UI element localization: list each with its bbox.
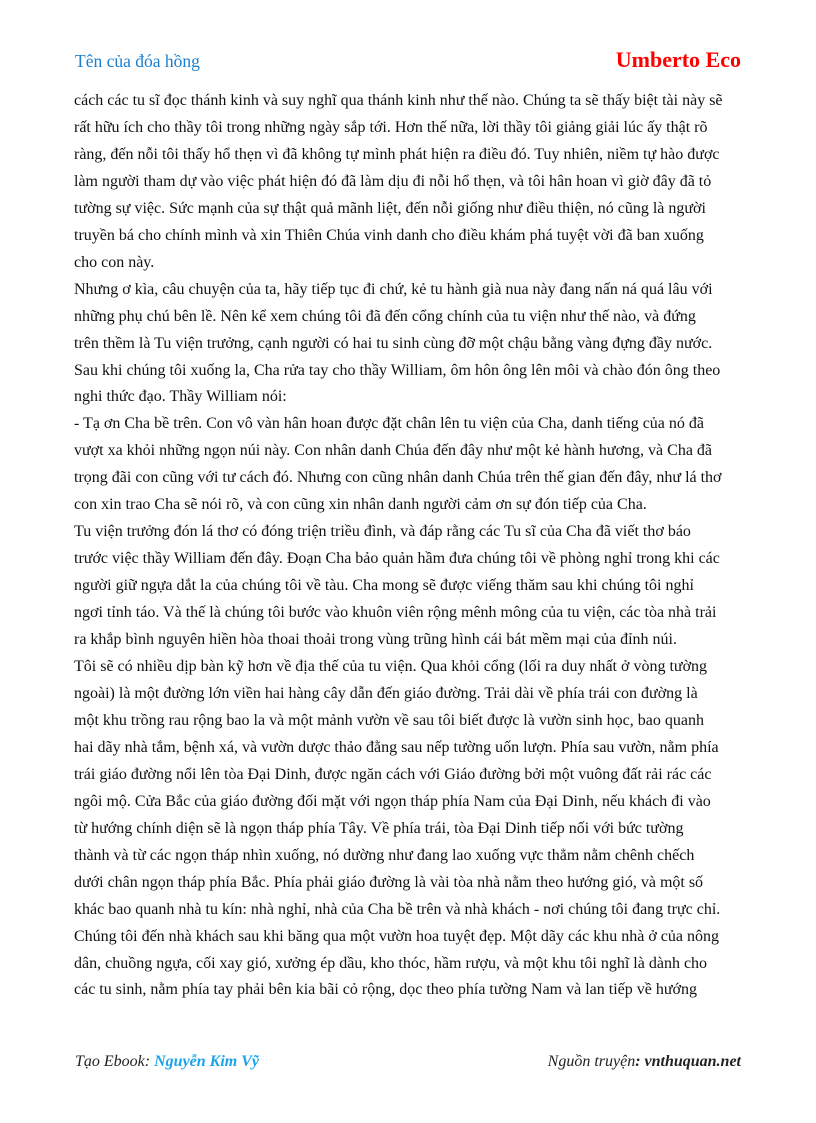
text-line: trên thềm là Tu viện trưởng, cạnh người có hai tu sinh cùng đỡ một chậu bằng vàng đựng đầy nước. [74,334,713,352]
text-line: Chúng tôi đến nhà khách sau khi băng qua một vườn hoa tuyệt đẹp. Một dãy các khu nhà ở của nông [74,927,720,945]
text-line: Tôi sẽ có nhiều dịp bàn kỹ hơn về địa thế của tu viện. Qua khỏi cổng (lối ra duy nhất ở vòng tường [74,658,708,676]
text-line: ngơi tỉnh táo. Và thế là chúng tôi bước vào khuôn viên rộng mênh mông của tu viện, các tòa nhà trải [74,604,717,622]
text-line: người giữ ngựa dắt la của chúng tôi về tàu. Cha mong sẽ được viếng thăm sau khi chúng tôi nghỉ [74,577,694,595]
text-line: - Tạ ơn Cha bề trên. Con vô vàn hân hoan được đặt chân lên tu viện của Cha, danh tiếng của nó đã [74,415,704,433]
source-label: Nguồn truyện [547,1053,636,1070]
text-line: ngoài) là một đường lớn viền hai hàng cây dẫn đến giáo đường. Trải dài về phía trái con đường là [74,684,698,702]
paragraph [74,519,754,654]
text-line: những phụ chú bên lề. Nên kể xem chúng tôi đã đến cổng chính của tu viện như thế nào, và đứng [74,307,696,325]
ebook-credit [75,1053,259,1071]
source-site: vnthuquan.net [644,1053,741,1070]
text-line: tường sự việc. Sức mạnh của sự thật quả mãnh liệt, đến nỗi giống như điều thiện, nó cũng là người [74,199,706,217]
text-line: rất hữu ích cho thầy tôi trong những ngày sắp tới. Hơn thế nữa, lời thầy tôi giảng giải lúc ấy thật rõ [74,118,708,136]
ebook-creator: Nguyễn Kim Vỹ [154,1053,259,1070]
text-line: nghi thức đạo. Thầy William nói: [74,388,287,406]
source-separator: : [635,1053,645,1070]
text-line: làm người tham dự vào việc phát hiện đó đã làm dịu đi nỗi hổ thẹn, và tôi hân hoan vì giờ đây đã tỏ [74,172,712,190]
text-line: trước việc thầy William đến đây. Đoạn Cha bảo quản hầm đưa chúng tôi về phòng nghỉ trong khi các [74,550,720,568]
text-line: khác bao quanh nhà tu kín: nhà nghỉ, nhà của Cha bề trên và nhà khách - nơi chúng tôi đang trực chỉ. [74,900,721,918]
paragraph [74,277,754,412]
text-line: vượt xa khỏi những ngọn núi này. Con nhân danh Chúa đến đây như một kẻ hành hương, và Cha đã [74,442,713,460]
page-body [74,88,754,1004]
source-credit [548,1053,741,1071]
text-line: cho con này. [74,253,155,271]
paragraph [74,88,754,277]
text-line: trái giáo đường nổi lên tòa Đại Dinh, được ngăn cách với Giáo đường bởi một vuông đất rải rác các [74,765,712,783]
paragraph [74,411,754,519]
text-line: trọng đãi con cũng với tư cách đó. Nhưng con cũng nhân danh Chúa trên thế gian đến đây, như lá thơ [74,469,722,487]
text-line: Nhưng ơ kìa, câu chuyện của ta, hãy tiếp tục đi chứ, kẻ tu hành già nua này đang nấn ná quá lâu với [74,280,713,298]
text-line: ràng, đến nỗi tôi thấy hổ thẹn vì đã không tự mình phát hiện ra điều đó. Tuy nhiên, niềm tự hào được [74,145,720,163]
text-line: các tu sinh, nằm phía tay phải bên kia bãi cỏ rộng, dọc theo phía tường Nam và lan tiếp về hướng [74,981,697,999]
text-line: ngôi mộ. Cửa Bắc của giáo đường đối mặt với ngọn tháp phía Nam của Đại Dinh, nếu khách đi vào [74,792,711,810]
text-line: thành và từ các ngọn tháp nhìn xuống, nó dường như đang lao xuống vực thẳm nằm chênh chếch [74,846,695,864]
text-line: hai dãy nhà tắm, bệnh xá, và vườn dược thảo đằng sau nếp tường uốn lượn. Phía sau vườn, nằm phía [74,738,719,756]
ebook-label: Tạo Ebook [75,1053,145,1070]
text-line: con xin trao Cha sẽ nói rõ, và con cũng xin nhân danh người cảm ơn sự đón tiếp của Cha. [74,496,647,514]
author-name: Umberto Eco [615,47,741,72]
text-line: dưới chân ngọn tháp phía Bắc. Phía phải giáo đường là vài tòa nhà nằm theo hướng gió, và một số [74,873,704,891]
text-line: ra khắp bình nguyên hiền hòa thoai thoải trong vùng trũng hình cái bát mềm mại của đỉnh núi. [74,631,677,649]
text-line: Sau khi chúng tôi xuống la, Cha rửa tay cho thầy William, ôm hôn ông lên môi và chào đón ông theo [74,361,721,379]
text-line: cách các tu sĩ đọc thánh kinh và suy nghĩ qua thánh kinh như thế nào. Chúng ta sẽ thấy biệt tài này sẽ [74,92,723,109]
text-line: dân, chuồng ngựa, cối xay gió, xưởng ép dầu, kho thóc, hầm rượu, và một khu tôi nghĩ là dành cho [74,954,708,972]
book-title: Tên của đóa hồng [75,51,200,71]
text-line: từ hướng chính diện sẽ là ngọn tháp phía Tây. Về phía trái, tòa Đại Dinh tiếp nối với bức tường [74,819,684,837]
text-line: Tu viện trưởng đón lá thơ có đóng triện triều đình, và đáp rằng các Tu sĩ của Cha đã viết thơ báo [74,523,691,541]
paragraph [74,654,754,1004]
text-line: một khu trồng rau rộng bao la và một mảnh vườn về sau tôi biết được là vườn sinh học, bao quanh [74,711,704,729]
text-line: truyền bá cho chính mình và xin Thiên Chúa vinh danh cho điều khám phá tuyệt vời đã ban xuống [74,226,704,244]
ebook-separator: : [144,1053,155,1070]
